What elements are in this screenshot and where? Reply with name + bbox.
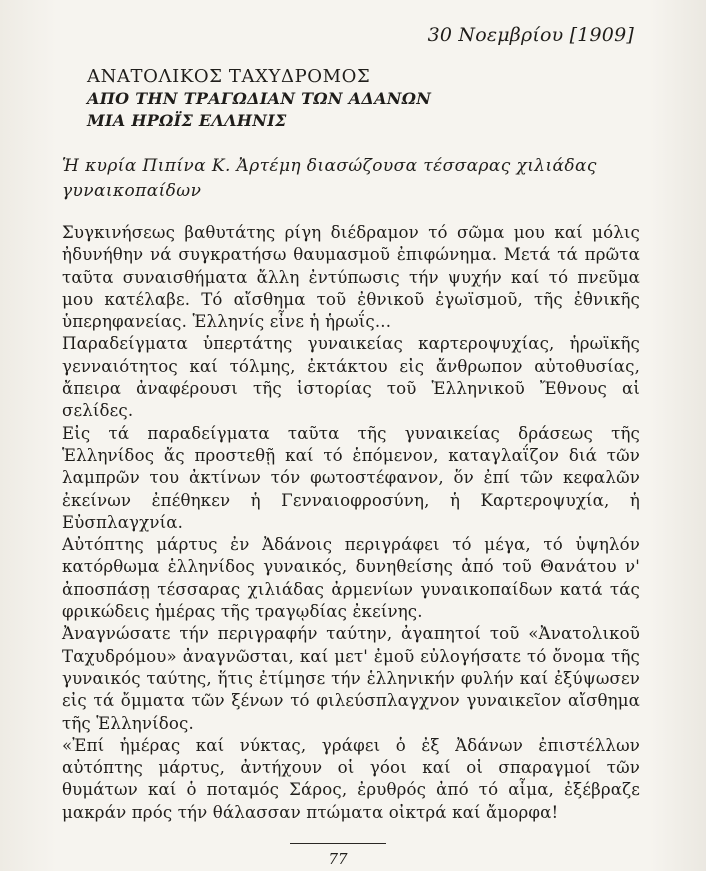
article-headline: ΑΠΟ ΤΗΝ ΤΡΑΓΩΔΙΑΝ ΤΩΝ ΑΔΑΝΩΝ bbox=[87, 89, 432, 108]
article-header bbox=[87, 66, 431, 132]
article-body bbox=[62, 222, 640, 824]
paragraph: Παραδείγματα ὑπερτάτης γυναικείας καρτεροψυχίας, ἡρωϊκῆς γενναιότητος καί τόλμης, ἐκτάκτου εἰς ἄνθρωπον αὐτοθυσίας, ἄπειρα ἀναφέρουσι τῆς ἱστορίας τοῦ Ἑλληνικοῦ Ἔθνους αἱ σελίδες. bbox=[62, 334, 640, 421]
article-subtitle: Ἡ κυρία Πιπίνα Κ. Ἀρτέμη διασώζουσα τέσσαρας χιλιάδας γυναικοπαίδων bbox=[62, 156, 597, 201]
paragraph: Ἀναγνώσατε τήν περιγραφήν ταύτην, ἀγαπητοί τοῦ «Ἀνατολικοῦ Ταχυδρόμου» ἀναγνῶσται, καί μετ' ἐμοῦ εὐλογήσατε τό ὄνομα τῆς γυναικός ταύτης, ἥτις ἐτίμησε τήν ἑλληνικήν φυλήν καί ἐξύψωσεν εἰς τά ὄμματα τῶν ξένων τό φιλεύσπλαγχνον γυναικεῖον αἴσθημα τῆς Ἑλληνίδος. bbox=[62, 624, 640, 733]
paragraph: Συγκινήσεως βαθυτάτης ρίγη διέδραμον τό σῶμα μου καί μόλις ἠδυνήθην νά συγκρατήσω θαυμασμοῦ ἐπιφώνημα. Μετά τά πρῶτα ταῦτα συναισθήματα ἄλλη ἐντύπωσις τήν ψυχήν καί τό πνεῦμα μου κατέλαβε. Τό αἴσθημα τοῦ ἐθνικοῦ ἐγωϊσμοῦ, τῆς ἐθνικῆς ὑπερηφανείας. Ἑλληνίς εἶνε ἡ ἡρωΐς... bbox=[62, 223, 640, 332]
paragraph: «Ἐπί ἡμέρας καί νύκτας, γράφει ὁ ἐξ Ἀδάνων ἐπιστέλλων αὐτόπτης μάρτυς, ἀντήχουν οἱ γόοι καί οἱ σπαραγμοί τῶν θυμάτων καί ὁ ποταμός Σάρος, ἐρυθρός ἀπό τό αἷμα, ἐξέβραζε μακράν πρός τήν θάλασσαν πτώματα οἰκτρά καί ἄμορφα! bbox=[62, 735, 640, 822]
footer-rule bbox=[290, 843, 386, 844]
paragraph: Εἰς τά παραδείγματα ταῦτα τῆς γυναικείας δράσεως τῆς Ἑλληνίδος ἄς προστεθῇ καί τό ἑπόμενον, καταγλαΐζον διά τῶν λαμπρῶν του ἀκτίνων τόν φωτοστέφανον, ὅν ἐπί τῶν κεφαλῶν ἐκείνων ἐπέθηκεν ἡ Γενναιοφροσύνη, ἡ Καρτεροψυχία, ἡ Εὐσπλαγχνία. bbox=[62, 423, 640, 532]
date-line: 30 Νοεμβρίου [1909] bbox=[427, 24, 634, 46]
page-number: 77 bbox=[328, 850, 348, 868]
publication-title: ΑΝΑΤΟΛΙΚΟΣ ΤΑΧΥΔΡΟΜΟΣ bbox=[87, 66, 371, 87]
paragraph: Αὐτόπτης μάρτυς ἐν Ἀδάνοις περιγράφει τό μέγα, τό ὑψηλόν κατόρθωμα ἑλληνίδος γυναικός, δυνηθείσης ἀπό τοῦ Θανάτου ν' ἀποσπάσῃ τέσσαρας χιλιάδας ἀρμενίων γυναικοπαίδων κατά τάς φρικώδεις ἡμέρας τῆς τραγῳδίας ἐκείνης. bbox=[62, 535, 640, 622]
article-subheadline: ΜΙΑ ΗΡΩΪΣ ΕΛΛΗΝΙΣ bbox=[87, 111, 287, 130]
